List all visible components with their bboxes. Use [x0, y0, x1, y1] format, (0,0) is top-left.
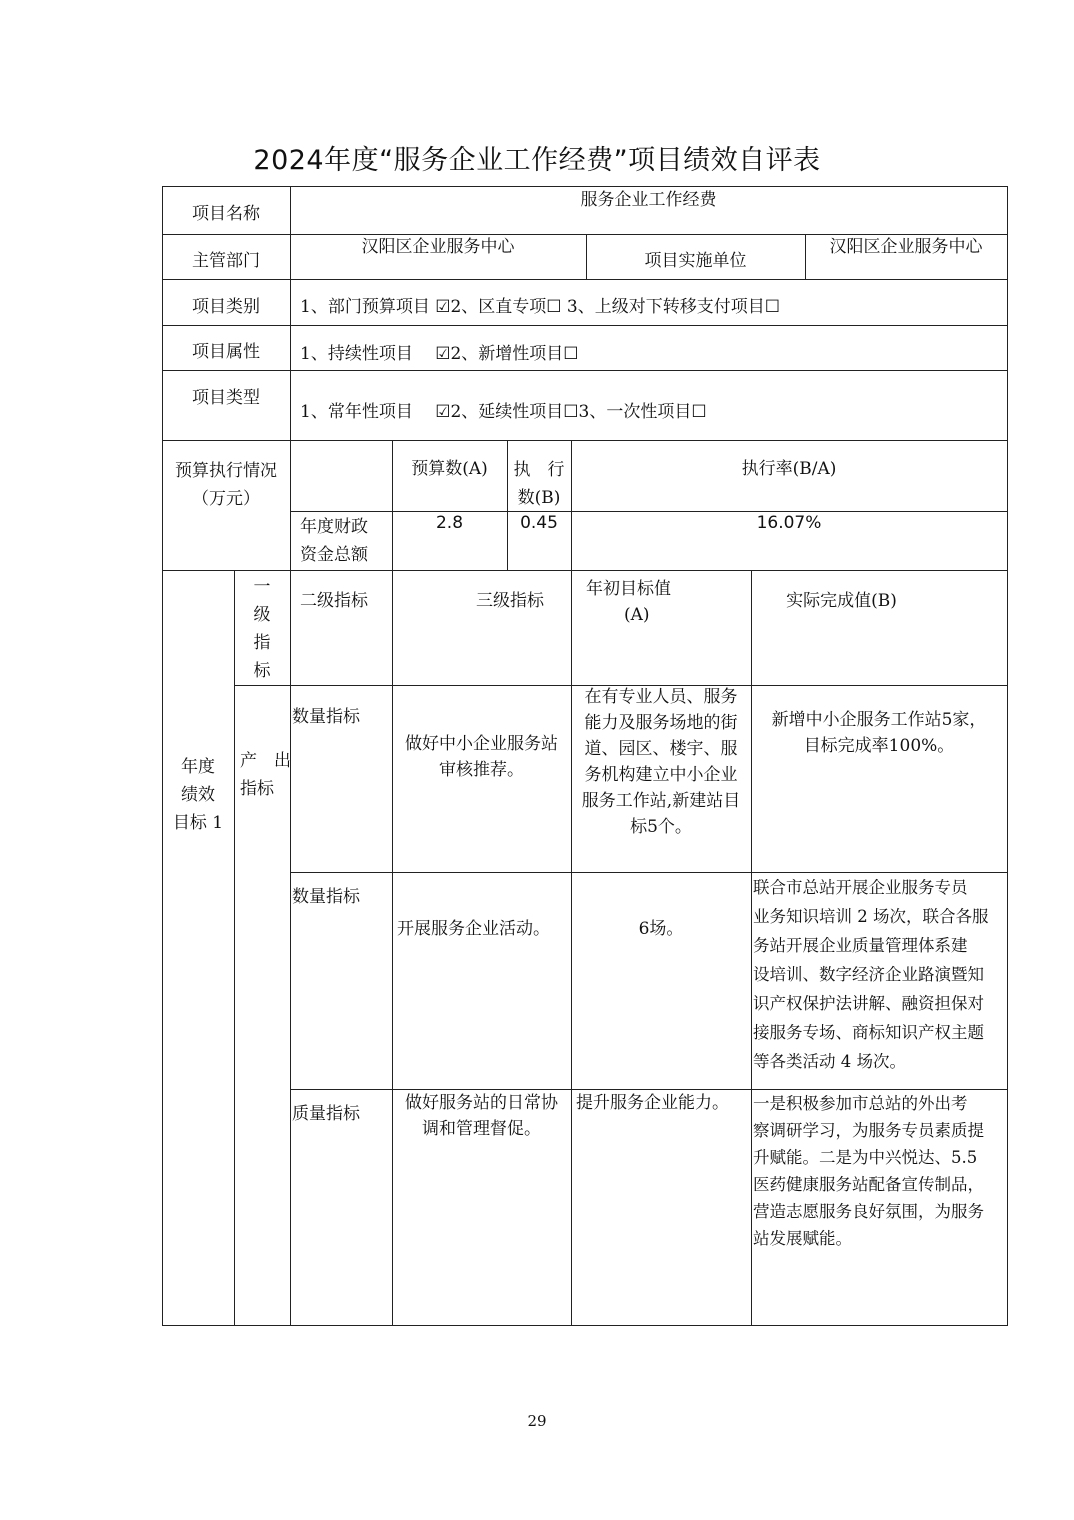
- row3-level3: 做好服务站的日常协 调和管理督促。: [405, 1093, 558, 1139]
- col-level3-header: 三级指标: [476, 591, 544, 611]
- impl-unit-value: 汉阳区企业服务中心: [829, 237, 983, 257]
- project-name-value: 服务企业工作经费: [580, 190, 717, 210]
- row1-level2: 数量指标: [292, 707, 360, 727]
- perf-side-label: 年度 绩效 目标 1: [172, 757, 224, 833]
- row1-actual: 新增中小企服务工作站5家， 目标完成率100%。: [771, 710, 987, 756]
- rate-value: 16.07%: [756, 513, 822, 533]
- budget-value: 2.8: [435, 513, 464, 533]
- project-name-label: 项目名称: [192, 204, 260, 224]
- row3-target: 提升服务企业能力。: [576, 1093, 729, 1113]
- budget-col-budget: 预算数(A): [411, 459, 488, 479]
- row2-target: 6场。: [638, 919, 684, 939]
- col-actual-header: 实际完成值(B): [786, 591, 897, 611]
- category-label: 项目类别: [192, 297, 260, 317]
- type-label: 项目类型: [192, 388, 260, 408]
- dept-value: 汉阳区企业服务中心: [361, 237, 515, 257]
- output-indicator-label: 产 出 指标: [240, 751, 291, 799]
- budget-col-exec: 执 行 数(B): [513, 460, 565, 508]
- level1-header: 一 级 指 标: [253, 577, 271, 681]
- row1-level3: 做好中小企业服务站 审核推荐。: [405, 734, 558, 780]
- budget-label: 预算执行情况 （万元）: [175, 461, 277, 509]
- attribute-value: 1、持续性项目 ☑2、新增性项目☐: [300, 344, 579, 364]
- page-title: 2024年度“服务企业工作经费”项目绩效自评表: [253, 145, 821, 176]
- exec-value: 0.45: [520, 513, 558, 533]
- budget-row-label: 年度财政 资金总额: [300, 517, 368, 565]
- row2-actual: 联合市总站开展企业服务专员 业务知识培训 2 场次，联合各服 务站开展企业质量管理体系建 设培训、数字经济企业路演暨知 识产权保护法讲解、融资担保对 接服务专场、商标知识产权主题 等各类活动 4 场次。: [753, 878, 989, 1071]
- type-value: 1、常年性项目 ☑2、延续性项目☐3、一次性项目☐: [300, 402, 707, 422]
- row3-actual: 一是积极参加市总站的外出考 察调研学习，为服务专员素质提 升赋能。二是为中兴悦达、5.5 医药健康服务站配备宣传制品， 营造志愿服务良好氛围，为服务 站发展赋能。: [753, 1094, 984, 1248]
- attribute-label: 项目属性: [192, 342, 260, 362]
- budget-col-rate: 执行率(B/A): [741, 459, 837, 479]
- row2-level3: 开展服务企业活动。: [397, 919, 550, 939]
- impl-unit-label: 项目实施单位: [644, 251, 747, 271]
- dept-label: 主管部门: [192, 251, 260, 271]
- row1-target: 在有专业人员、服务 能力及服务场地的街 道、园区、楼宇、服 务机构建立中小企业 服务工作站,新建站目 标5个。: [581, 687, 741, 837]
- page-number: 29: [527, 1412, 547, 1430]
- col-target-header: 年初目标值 (A): [586, 579, 671, 625]
- category-value: 1、部门预算项目 ☑2、区直专项☐ 3、上级对下转移支付项目☐: [300, 297, 780, 317]
- row3-level2: 质量指标: [292, 1104, 360, 1124]
- col-level2-header: 二级指标: [300, 591, 368, 611]
- row2-level2: 数量指标: [292, 887, 360, 907]
